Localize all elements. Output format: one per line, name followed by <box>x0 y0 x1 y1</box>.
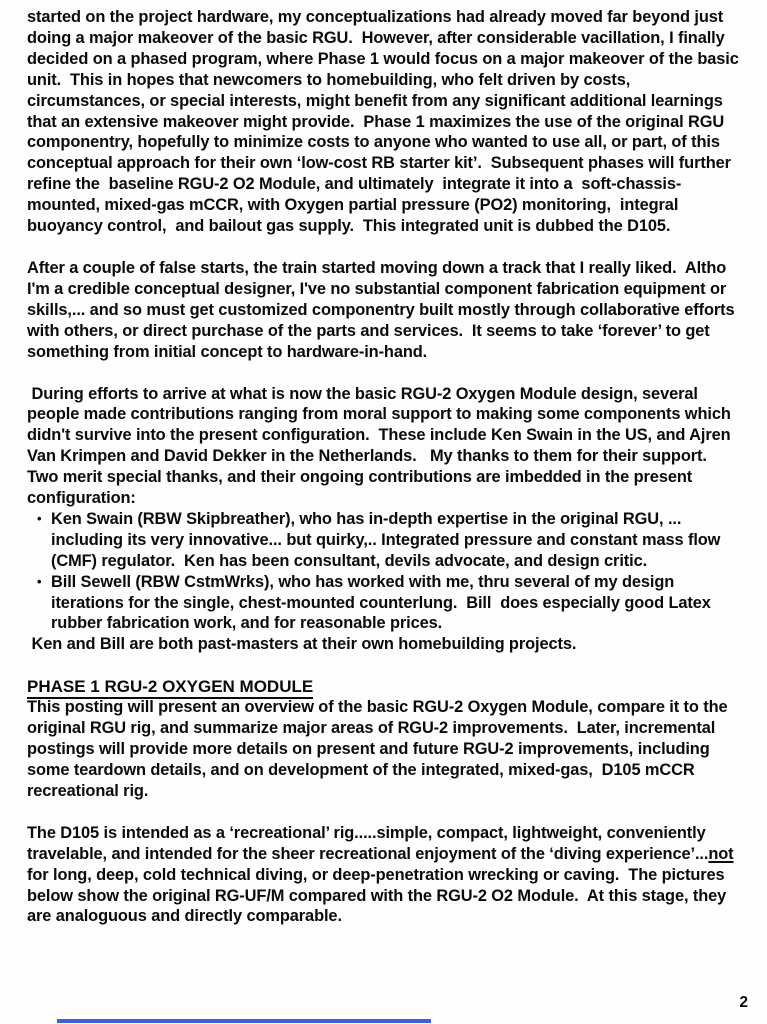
paragraph-text: The D105 is intended as a ‘recreational’ rig.....simple, compact, lightweight, conveniently travelable, and intended for the sheer recreational enjoyment of the ‘diving experience’... <box>27 823 711 863</box>
bullet-icon: • <box>37 510 42 526</box>
list-item-text: Bill Sewell (RBW CstmWrks), who has worked with me, thru several of my design iterations for the single, chest-mounted counterlung. Bill does especially good Latex rubber fabrication work, and for reasonable prices. <box>51 572 716 633</box>
paragraph: After a couple of false starts, the train started moving down a track that I really liked. Altho I'm a credible conceptual designer, I've no substantial component fabrication equipment or skills,... and so must get customized componentry built mostly through collaborative efforts with others, or direct purchase of the parts and services. It seems to take ‘forever’ to get something from initial concept to hardware-in-hand. <box>27 258 740 361</box>
bullet-list <box>27 509 741 634</box>
paragraph: This posting will present an overview of the basic RGU-2 Oxygen Module, compare it to the original RGU rig, and summarize major areas of RGU-2 improvements. Later, incremental postings will provide more details on present and future RGU-2 improvements, including some teardown details, and on development of the integrated, mixed-gas, D105 mCCR recreational rig. <box>27 698 733 800</box>
closing-line: Ken and Bill are both past-masters at their own homebuilding projects. <box>27 635 577 654</box>
paragraph <box>27 823 741 928</box>
page-content <box>27 7 744 948</box>
list-item <box>27 572 741 635</box>
paragraph: During efforts to arrive at what is now the basic RGU-2 Oxygen Module design, several people made contributions ranging from moral support to making some components which didn't survive into the present configuration. These include Ken Swain in the US, and Ajren Van Krimpen and David Dekker in the Netherlands. My thanks to them for their support. Two merit special thanks, and their ongoing contributions are imbedded in the present configuration: <box>27 384 736 508</box>
underlined-word: not <box>708 844 734 863</box>
section-heading <box>27 676 741 697</box>
section-heading-text: PHASE 1 RGU-2 OXYGEN MODULE <box>27 677 313 699</box>
list-item-text: Ken Swain (RBW Skipbreather), who has in-depth expertise in the original RGU, ... including its very innovative... but quirky,.. Integrated pressure and constant mass flow (CMF) regulator. Ken has been consultant, devils advocate, and design critic. <box>51 509 725 570</box>
list-item <box>27 509 741 572</box>
bullet-icon: • <box>37 573 42 589</box>
page-number: 2 <box>739 994 748 1011</box>
paragraph: started on the project hardware, my conceptualizations had already moved far beyond just doing a major makeover of the basic RGU. However, after considerable vacillation, I finally decided on a phased program, where Phase 1 would focus on a major makeover of the basic unit. This in hopes that newcomers to homebuilding, who felt driven by costs, circumstances, or special interests, might benefit from any significant additional learnings that an extensive makeover might provide. Phase 1 maximizes the use of the original RGU componentry, hopefully to minimize costs to anyone who wanted to use all, or part, of this conceptual approach for their own ‘low-cost RB starter kit’. Subsequent phases will further refine the baseline RGU-2 O2 Module, and ultimately integrate it into a soft-chassis-mounted, mixed-gas mCCR, with Oxygen partial pressure (PO2) monitoring, integral buoyancy control, and bailout gas supply. This integrated unit is dubbed the D105. <box>27 8 744 236</box>
bottom-horizontal-rule <box>57 1019 431 1023</box>
paragraph-text: for long, deep, cold technical diving, or deep-penetration wrecking or caving. The pictures below show the original RG-UF/M compared with the RGU-2 O2 Module. At this stage, they are analoguous and directly comparable. <box>27 844 738 926</box>
